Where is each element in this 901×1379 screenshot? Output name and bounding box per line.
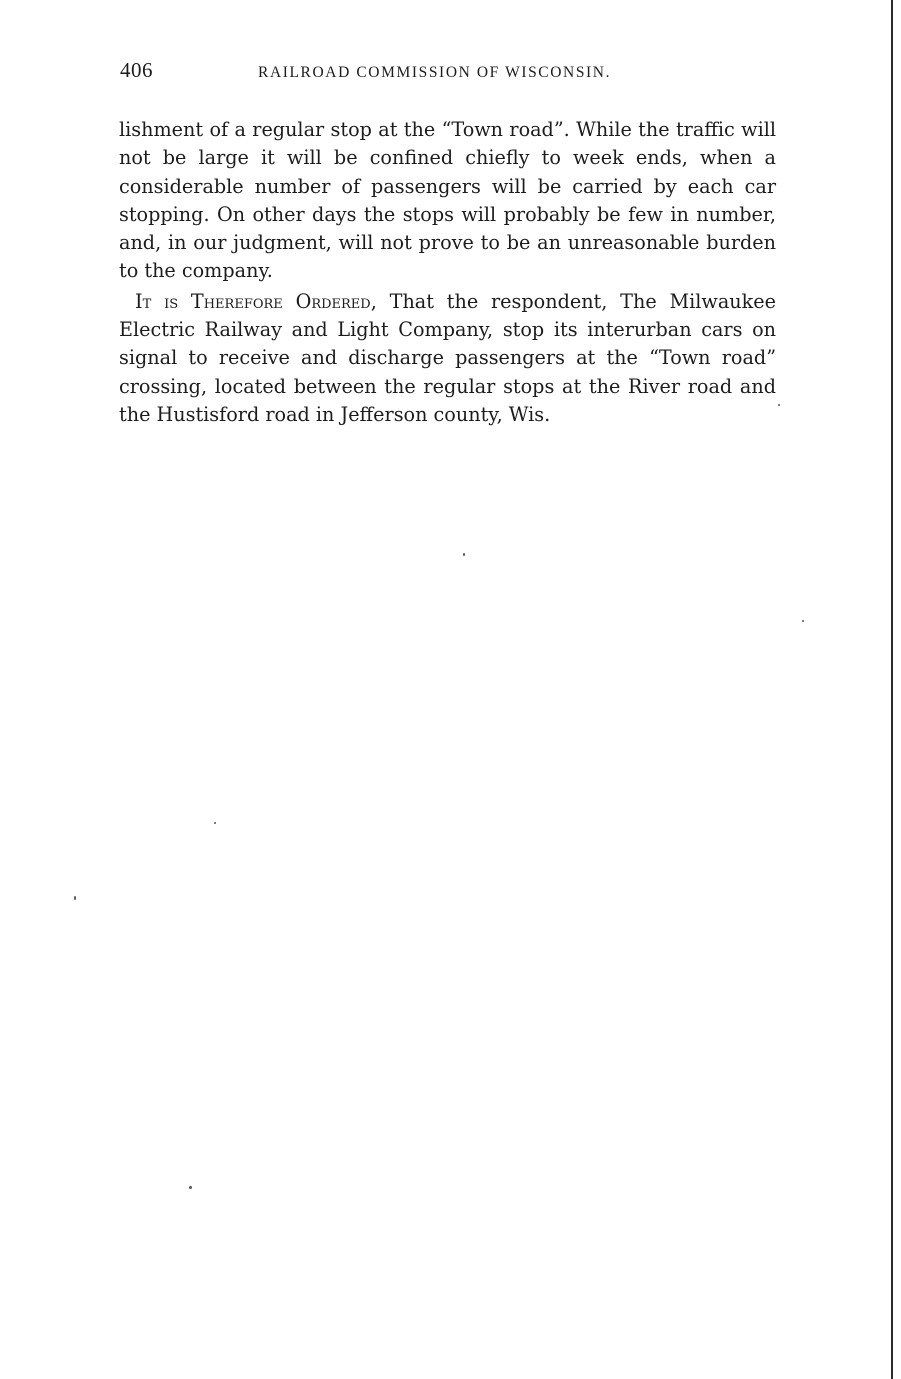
running-header (120, 58, 780, 88)
scan-speck (802, 620, 804, 622)
scan-speck (214, 822, 216, 824)
order-text: That the respondent, The Milwaukee Electric Railway and Light Company, stop its interurban cars on signal to receive and discharge passengers at the “Town road” crossing, located between the regular stops at the River road and the Hustisford road in Jefferson county, Wis. (119, 289, 776, 426)
running-title: RAILROAD COMMISSION OF WISCONSIN. (258, 64, 612, 81)
page-edge-line (891, 0, 893, 1379)
paragraph-order (119, 288, 776, 429)
page-number: 406 (120, 58, 153, 82)
body-text (119, 116, 776, 429)
scan-speck (463, 553, 465, 556)
paragraph-continuation: lishment of a regular stop at the “Town road”. While the traffic will not be large it will be confined chiefly to week ends, when a considerable number of passengers will be carried by each car stopping. On other days the stops will probably be few in number, and, in our judgment, will not prove to be an unreasonable burden to the company. (119, 118, 776, 283)
scan-speck (74, 896, 76, 900)
scan-speck (189, 1186, 192, 1189)
order-lead-in: It is Therefore Ordered, (135, 289, 377, 313)
scan-speck (778, 404, 780, 406)
